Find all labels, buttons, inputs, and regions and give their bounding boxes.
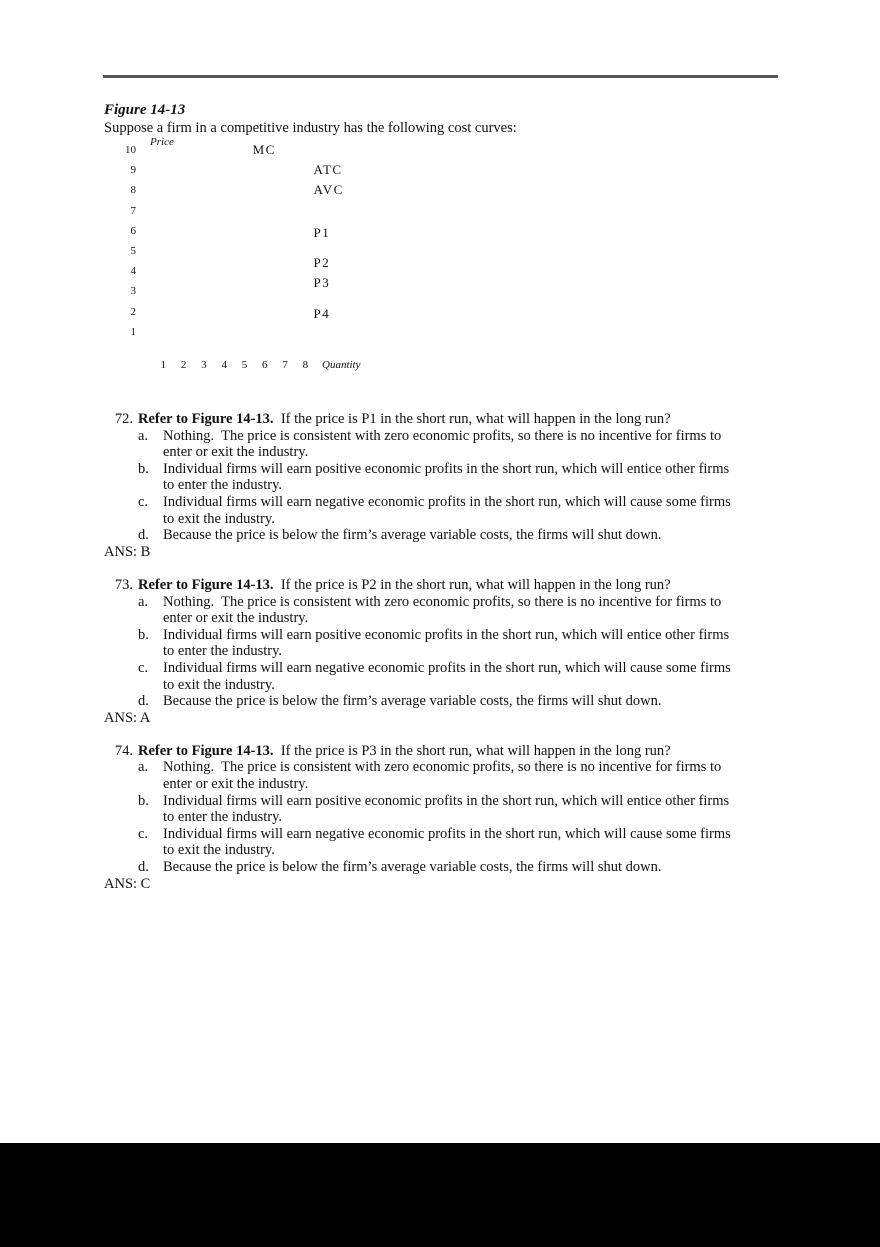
option-text: Because the price is below the firm’s average variable costs, the firms will shut down. bbox=[163, 859, 662, 876]
answer-option bbox=[104, 494, 752, 527]
question-stem-line bbox=[104, 743, 752, 760]
answer-option bbox=[104, 793, 752, 826]
option-text: Nothing. The price is consistent with zero economic profits, so there is no incentive for firms to enter or exit the industry. bbox=[163, 593, 725, 627]
option-letter: b. bbox=[138, 626, 149, 643]
y-axis-tick-label: 3 bbox=[130, 285, 136, 298]
option-letter: b. bbox=[138, 460, 149, 477]
x-axis-tick-label: 6 bbox=[262, 359, 268, 371]
question-figure-reference: Refer to Figure 14-13. bbox=[138, 742, 274, 759]
option-letter: b. bbox=[138, 792, 149, 809]
curve-label-p2: P2 bbox=[313, 255, 331, 271]
y-axis-title: Price bbox=[150, 136, 174, 148]
option-text: Individual firms will earn negative economic profits in the short run, which will cause some firms to exit the industry. bbox=[163, 659, 735, 693]
answer-option bbox=[104, 461, 752, 494]
question-figure-reference: Refer to Figure 14-13. bbox=[138, 411, 274, 427]
option-letter: c. bbox=[138, 825, 149, 842]
answer-line: ANS: A bbox=[104, 709, 151, 726]
option-letter: a. bbox=[138, 759, 149, 776]
question-stem: Refer to Figure 14-13. If the price is P3 in the short run, what will happen in the long run? bbox=[138, 742, 671, 759]
cost-curves-figure bbox=[104, 138, 534, 378]
question-figure-reference: Refer to Figure 14-13. bbox=[138, 576, 274, 593]
x-axis-tick-label: 7 bbox=[282, 359, 288, 371]
option-letter: d. bbox=[138, 693, 149, 710]
x-axis-tick-label: 8 bbox=[302, 359, 309, 371]
question-stem-line bbox=[104, 577, 752, 594]
question-number: 72. bbox=[114, 411, 133, 427]
curve-label-mc: MC bbox=[252, 142, 276, 157]
answer-option bbox=[104, 826, 752, 859]
option-letter: a. bbox=[138, 427, 149, 444]
curve-label-p1: P1 bbox=[313, 224, 331, 240]
option-letter: a. bbox=[138, 593, 149, 610]
answer-option bbox=[104, 759, 752, 792]
x-axis-tick-label: 2 bbox=[180, 359, 187, 371]
question-stem-line bbox=[104, 411, 752, 428]
answer-line: ANS: C bbox=[104, 875, 151, 892]
scan-bottom-black-bar bbox=[0, 1143, 880, 1247]
answer-option bbox=[104, 428, 752, 461]
question-number: 73. bbox=[114, 576, 133, 593]
question-number: 74. bbox=[114, 742, 133, 759]
option-text: Because the price is below the firm’s average variable costs, the firms will shut down. bbox=[163, 527, 662, 544]
answer-option bbox=[104, 693, 752, 710]
curve-label-avc: AVC bbox=[313, 182, 344, 198]
option-text: Individual firms will earn negative economic profits in the short run, which will cause some firms to exit the industry. bbox=[163, 493, 735, 527]
y-axis-tick-label: 4 bbox=[130, 265, 136, 278]
answer-option bbox=[104, 859, 752, 876]
x-axis-title: Quantity bbox=[322, 359, 361, 371]
question-stem: Refer to Figure 14-13. If the price is P2 in the short run, what will happen in the long run? bbox=[138, 576, 671, 593]
option-text: Nothing. The price is consistent with zero economic profits, so there is no incentive for firms to enter or exit the industry. bbox=[163, 759, 725, 793]
option-text: Because the price is below the firm’s average variable costs, the firms will shut down. bbox=[163, 693, 662, 710]
answer-line: ANS: B bbox=[104, 543, 151, 560]
answer-option bbox=[104, 527, 752, 544]
y-axis-tick-label: 5 bbox=[130, 245, 136, 257]
header-horizontal-rule bbox=[103, 75, 778, 78]
question-block bbox=[104, 411, 752, 560]
question-block bbox=[104, 577, 752, 726]
option-text: Individual firms will earn negative economic profits in the short run, which will cause some firms to exit the industry. bbox=[163, 825, 735, 859]
y-axis-tick-label: 8 bbox=[130, 184, 136, 197]
option-text: Nothing. The price is consistent with zero economic profits, so there is no incentive for firms to enter or exit the industry. bbox=[163, 427, 725, 461]
x-axis-tick-label: 1 bbox=[160, 359, 167, 371]
question-block bbox=[104, 743, 752, 892]
x-axis-tick-label: 4 bbox=[221, 359, 227, 371]
answer-option bbox=[104, 627, 752, 660]
y-axis-tick-label: 6 bbox=[130, 224, 136, 237]
option-letter: c. bbox=[138, 493, 149, 510]
x-axis-tick-label: 5 bbox=[241, 359, 248, 371]
option-letter: d. bbox=[138, 527, 149, 544]
y-axis-tick-label: 10 bbox=[125, 144, 136, 156]
option-text: Individual firms will earn positive economic profits in the short run, which will entice other firms to enter the industry. bbox=[163, 460, 733, 494]
x-axis-tick-label: 3 bbox=[201, 359, 207, 371]
questions-section bbox=[104, 411, 752, 909]
option-letter: d. bbox=[138, 859, 149, 876]
y-axis-tick-label: 9 bbox=[130, 164, 136, 177]
answer-option bbox=[104, 660, 752, 693]
curve-label-atc: ATC bbox=[313, 162, 343, 178]
figure-caption: Suppose a firm in a competitive industry has the following cost curves: bbox=[104, 120, 517, 136]
y-axis-tick-label: 1 bbox=[130, 325, 136, 338]
answer-option bbox=[104, 594, 752, 627]
curve-label-p4: P4 bbox=[313, 305, 331, 321]
y-axis-tick-label: 2 bbox=[130, 305, 136, 318]
option-text: Individual firms will earn positive economic profits in the short run, which will entice other firms to enter the industry. bbox=[163, 626, 733, 660]
figure-title: Figure 14-13 bbox=[104, 102, 186, 118]
option-text: Individual firms will earn positive economic profits in the short run, which will entice other firms to enter the industry. bbox=[163, 792, 733, 826]
question-stem: Refer to Figure 14-13. If the price is P1 in the short run, what will happen in the long run? bbox=[138, 411, 671, 427]
option-letter: c. bbox=[138, 659, 149, 676]
curve-label-p3: P3 bbox=[313, 275, 331, 291]
y-axis-tick-label: 7 bbox=[130, 204, 136, 217]
